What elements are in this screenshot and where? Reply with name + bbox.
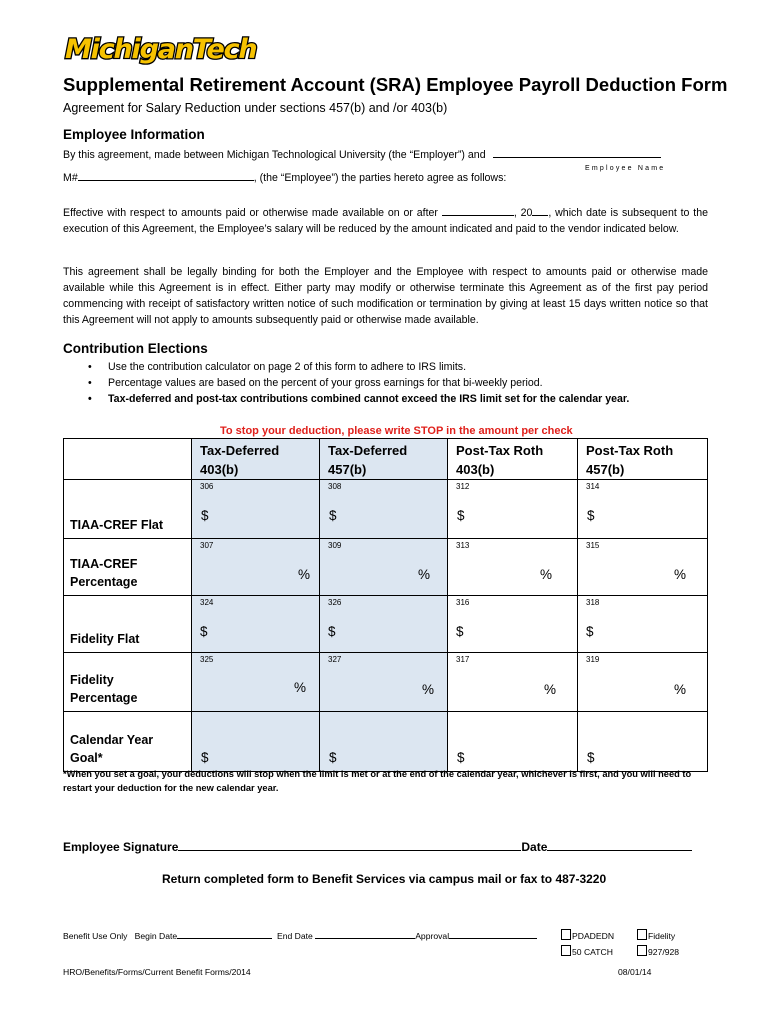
- dollar-sign: $: [456, 624, 464, 639]
- dollar-sign: $: [457, 508, 465, 523]
- dollar-sign: $: [329, 508, 337, 523]
- dollar-sign: $: [329, 750, 337, 765]
- logo-text: MichiganTech: [65, 34, 257, 65]
- goal-cell[interactable]: [320, 712, 448, 772]
- deduction-code: 318: [586, 598, 600, 607]
- amount-cell[interactable]: [192, 480, 320, 539]
- form-title: Supplemental Retirement Account (SRA) Employee Payroll Deduction Form: [63, 74, 728, 95]
- col-header-line: 403(b): [456, 462, 495, 477]
- col-header-line: Tax-Deferred: [200, 443, 280, 458]
- deduction-code: 308: [328, 482, 342, 491]
- col-header-line: Post-Tax Roth: [586, 443, 674, 458]
- percent-sign: %: [422, 682, 435, 697]
- percent-cell[interactable]: [320, 539, 448, 596]
- deduction-code: 312: [456, 482, 470, 491]
- amount-cell[interactable]: [578, 480, 708, 539]
- check-927-928[interactable]: [637, 945, 679, 957]
- table-row: [64, 712, 708, 772]
- approval-field[interactable]: [449, 930, 537, 939]
- row-label-tiaa-percentage: [64, 539, 192, 596]
- bullet-item: • Tax-deferred and post-tax contributions combined cannot exceed the IRS limit set for the calendar year.: [63, 391, 629, 407]
- check-label: Fidelity: [648, 931, 676, 941]
- amount-cell[interactable]: [448, 480, 578, 539]
- percent-cell[interactable]: [578, 653, 708, 712]
- deduction-code: 313: [456, 541, 470, 550]
- check-pdadedn[interactable]: [561, 929, 614, 941]
- end-date-field[interactable]: [315, 930, 415, 939]
- dollar-sign: $: [328, 624, 336, 639]
- michigan-tech-logo: [63, 28, 257, 66]
- check-fidelity[interactable]: [637, 929, 675, 941]
- percent-sign: %: [418, 567, 431, 582]
- end-date-label: End Date: [276, 931, 313, 941]
- dollar-sign: $: [587, 508, 595, 523]
- deduction-code: 326: [328, 598, 342, 607]
- begin-date-field[interactable]: [177, 930, 272, 939]
- begin-date-label: Begin Date: [134, 931, 178, 941]
- effective-text-2: , 20: [513, 207, 533, 219]
- footer-date: 08/01/14: [618, 967, 652, 977]
- deduction-code: 316: [456, 598, 470, 607]
- deduction-code: 324: [200, 598, 214, 607]
- dollar-sign: $: [457, 750, 465, 765]
- col-header-line: 457(b): [586, 462, 625, 477]
- checkbox-icon: [561, 929, 571, 940]
- dollar-sign: $: [586, 624, 594, 639]
- col-header-roth-457b: [578, 439, 708, 480]
- effective-date-field[interactable]: [442, 204, 514, 216]
- table-row: [64, 653, 708, 712]
- row-label-fidelity-flat: [64, 596, 192, 653]
- signature-label: Employee Signature: [63, 840, 179, 854]
- dollar-sign: $: [201, 508, 209, 523]
- percent-sign: %: [540, 567, 553, 582]
- table-row: [64, 539, 708, 596]
- percent-sign: %: [544, 682, 557, 697]
- row-label-line: Fidelity: [70, 673, 114, 687]
- row-label-fidelity-percentage: [64, 653, 192, 712]
- col-header-line: 403(b): [200, 462, 239, 477]
- form-subtitle: Agreement for Salary Reduction under sections 457(b) and /or 403(b): [63, 101, 448, 115]
- goal-footnote: *When you set a goal, your deductions will stop when the limit is met or at the end of the calendar year, whichever is first, and you will need to restart your deduction for the new calendar year.: [63, 769, 692, 793]
- amount-cell[interactable]: [578, 596, 708, 653]
- employee-id-line: [63, 169, 506, 186]
- col-header-tax-deferred-457b: [320, 439, 448, 480]
- bullet-item: • Percentage values are based on the percent of your gross earnings for that bi-weekly period.: [63, 375, 629, 391]
- deduction-code: 319: [586, 655, 600, 664]
- dollar-sign: $: [200, 624, 208, 639]
- amount-cell[interactable]: [192, 596, 320, 653]
- row-label-line: Fidelity Flat: [70, 632, 140, 646]
- check-50-catch[interactable]: [561, 945, 613, 957]
- approval-label: Approval: [415, 931, 450, 941]
- col-header-line: 457(b): [328, 462, 367, 477]
- signature-line: [63, 837, 692, 854]
- employee-name-caption: Employee Name: [585, 165, 666, 172]
- percent-sign: %: [674, 682, 687, 697]
- row-label-line: TIAA-CREF Flat: [70, 518, 164, 532]
- signature-date-field[interactable]: [547, 837, 692, 851]
- percent-cell[interactable]: [578, 539, 708, 596]
- dollar-sign: $: [587, 750, 595, 765]
- percent-sign: %: [674, 567, 687, 582]
- deduction-code: 309: [328, 541, 342, 550]
- percent-cell[interactable]: [320, 653, 448, 712]
- deduction-code: 307: [200, 541, 214, 550]
- percent-sign: %: [298, 567, 311, 582]
- row-label-calendar-goal: [64, 712, 192, 772]
- amount-cell[interactable]: [320, 596, 448, 653]
- col-header-roth-403b: [448, 439, 578, 480]
- effective-year-field[interactable]: [532, 204, 548, 216]
- row-label-line: TIAA-CREF: [70, 557, 138, 571]
- effective-paragraph: [63, 204, 708, 237]
- deduction-code: 325: [200, 655, 214, 664]
- table-row: [64, 596, 708, 653]
- m-number-field[interactable]: [78, 169, 254, 181]
- check-label: 50 CATCH: [572, 947, 613, 957]
- row-label-line: Goal*: [70, 751, 103, 765]
- row-label-line: Calendar Year: [70, 733, 154, 747]
- check-label: PDADEDN: [572, 931, 615, 941]
- contribution-bullets: [63, 359, 629, 407]
- employee-name-field[interactable]: [493, 146, 661, 158]
- percent-cell[interactable]: [448, 653, 578, 712]
- header-blank-cell: [64, 439, 192, 480]
- percent-cell[interactable]: [192, 539, 320, 596]
- binding-paragraph: This agreement shall be legally binding for both the Employer and the Employee with respect to amounts paid or otherwise made available while this Agreement is in effect. Either party may modify or otherwise terminate this Agreement as of the first pay period commencing with receipt of satisfactory written notice of such modification or termination by giving at least 15 days written notice so that this Agreement will not apply to amounts subsequently paid or otherwise made available.: [63, 266, 708, 326]
- effective-text-3: , which date is subsequent to the execution of this Agreement, the Employee’s salary will be reduced by the amount indicated and paid to the vendor indicated below.: [63, 207, 708, 235]
- m-number-label: M#: [63, 172, 78, 184]
- percent-sign: %: [294, 680, 307, 695]
- stop-deduction-note: To stop your deduction, please write STOP in the amount per check: [220, 425, 573, 437]
- percent-cell[interactable]: [192, 653, 320, 712]
- date-label: Date: [521, 840, 548, 854]
- deduction-code: 327: [328, 655, 342, 664]
- deduction-code: 306: [200, 482, 214, 491]
- goal-cell[interactable]: [448, 712, 578, 772]
- check-label: 927/928: [648, 947, 680, 957]
- dollar-sign: $: [201, 750, 209, 765]
- footer-path: HRO/Benefits/Forms/Current Benefit Forms/2014: [63, 967, 251, 977]
- agreement-text: By this agreement, made between Michigan Technological University (the “Employer”) and: [63, 149, 486, 161]
- row-label-line: Percentage: [70, 691, 138, 705]
- col-header-line: Tax-Deferred: [328, 443, 408, 458]
- employee-info-heading: Employee Information: [63, 127, 205, 142]
- benefit-use-line: [63, 930, 537, 941]
- goal-cell[interactable]: [578, 712, 708, 772]
- amount-cell[interactable]: [320, 480, 448, 539]
- col-header-tax-deferred-403b: [192, 439, 320, 480]
- row-label-line: Percentage: [70, 575, 138, 589]
- goal-cell[interactable]: [192, 712, 320, 772]
- signature-field[interactable]: [178, 837, 521, 851]
- deduction-code: 315: [586, 541, 600, 550]
- col-header-line: Post-Tax Roth: [456, 443, 544, 458]
- deduction-code: 317: [456, 655, 470, 664]
- deduction-table: [63, 438, 708, 772]
- checkbox-icon: [637, 945, 647, 956]
- deduction-code: 314: [586, 482, 600, 491]
- bullet-item: • Use the contribution calculator on page 2 of this form to adhere to IRS limits.: [63, 359, 629, 375]
- table-header-row: [64, 439, 708, 480]
- benefit-use-label: Benefit Use Only: [63, 931, 128, 941]
- effective-text-1: Effective with respect to amounts paid or otherwise made available on or after: [63, 207, 438, 219]
- amount-cell[interactable]: [448, 596, 578, 653]
- agreement-line: [63, 146, 661, 163]
- contribution-heading: Contribution Elections: [63, 341, 208, 356]
- checkbox-icon: [561, 945, 571, 956]
- percent-cell[interactable]: [448, 539, 578, 596]
- checkbox-icon: [637, 929, 647, 940]
- employee-parties-text: , (the “Employee”) the parties hereto agree as follows:: [253, 172, 507, 184]
- return-instructions: Return completed form to Benefit Services via campus mail or fax to 487-3220: [162, 872, 607, 886]
- table-row: [64, 480, 708, 539]
- row-label-tiaa-flat: [64, 480, 192, 539]
